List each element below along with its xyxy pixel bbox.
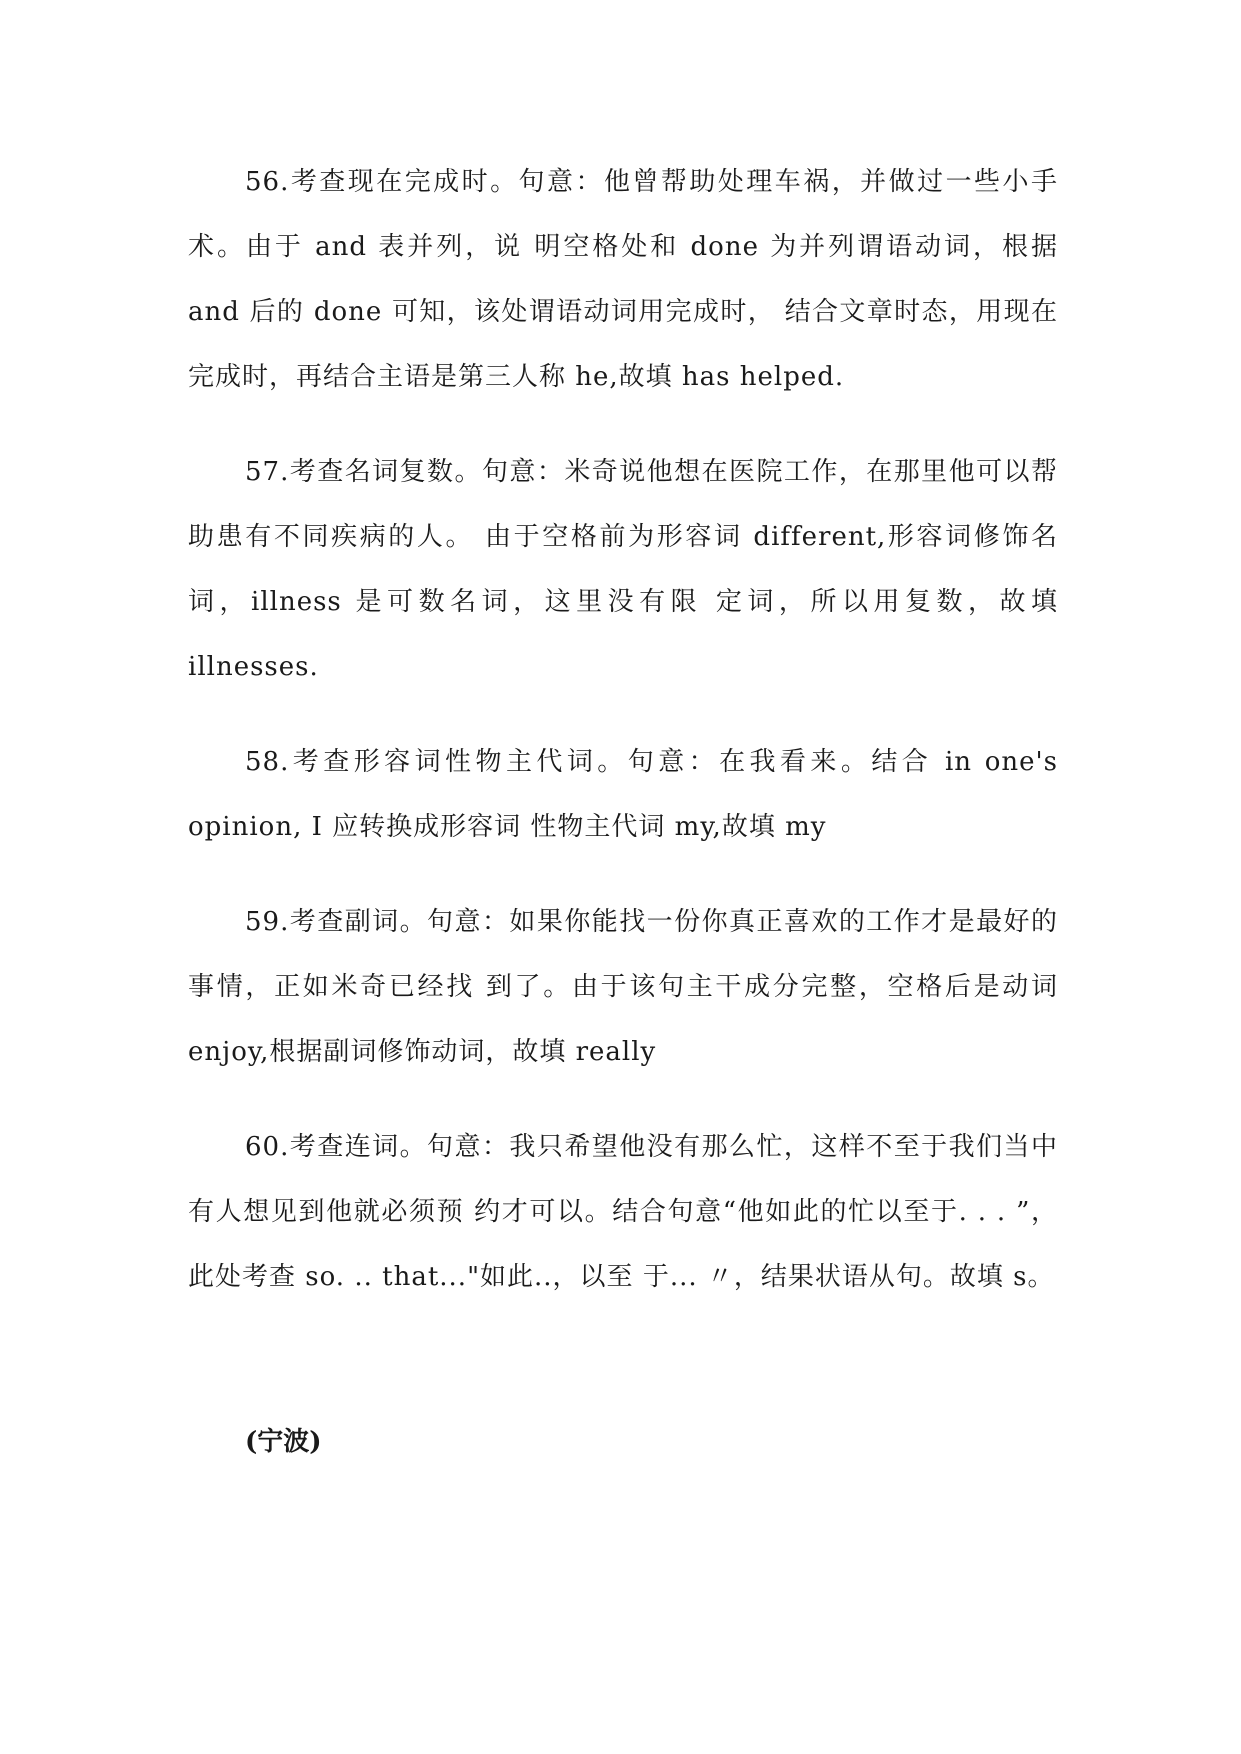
answer-paragraph-58: 58.考查形容词性物主代词。句意：在我看来。结合 in one's opinion, I 应转换成形容词 性物主代词 my,故填 my [188, 747, 1058, 842]
section-heading: (宁波) [245, 1427, 322, 1457]
answer-paragraph-60: 60.考查连词。句意：我只希望他没有那么忙，这样不至于我们当中有人想见到他就必须预 约才可以。结合句意“他如此的忙以至于. . . ”，此处考查 so. .. that..."如此..，以至 于... 〃，结果状语从句。故填 s。 [188, 1132, 1058, 1292]
answer-paragraph-59: 59.考查副词。句意：如果你能找一份你真正喜欢的工作才是最好的事情，正如米奇已经找 到了。由于该句主干成分完整，空格后是动词 enjoy,根据副词修饰动词，故填 really [188, 907, 1058, 1067]
answer-paragraph-56: 56.考查现在完成时。句意：他曾帮助处理车祸，并做过一些小手术。由于 and 表并列，说 明空格处和 done 为并列谓语动词，根据 and 后的 done 可知，该处谓语动词用完成时， 结合文章时态，用现在完成时，再结合主语是第三人称 he,故填 has helped. [188, 167, 1058, 392]
answer-paragraph-57: 57.考查名词复数。句意：米奇说他想在医院工作，在那里他可以帮助患有不同疾病的人。 由于空格前为形容词 different,形容词修饰名词，illness 是可数名词，这里没有限 定词，所以用复数，故填 illnesses. [188, 457, 1058, 682]
